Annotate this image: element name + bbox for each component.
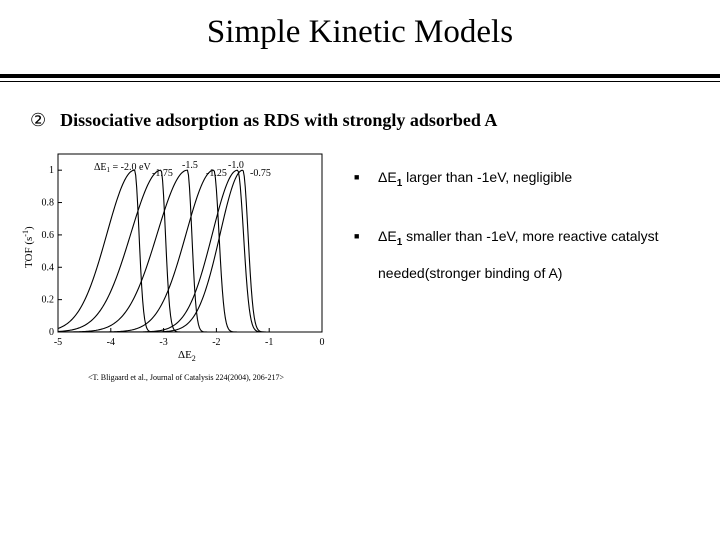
citation: <T. Bligaard et al., Journal of Catalysis 224(2004), 206-217> [88, 373, 284, 382]
x-axis-label: $\Delta E_2$ [178, 349, 196, 363]
bullet-continuation: needed(stronger binding of A) [378, 264, 563, 281]
curve-label-0.75: -0.75 [250, 168, 271, 179]
x-tick-label: -3 [159, 337, 168, 348]
y-tick-label: 1 [49, 165, 54, 177]
delta-symbol: ΔE [378, 169, 397, 185]
title-divider-thin [0, 81, 720, 82]
section-heading [30, 110, 497, 131]
y-tick-label: 0.6 [41, 229, 54, 241]
curve-label-1.0: -1.0 [228, 160, 244, 171]
circled-number: ② [30, 110, 47, 130]
y-tick-label: 0.4 [41, 262, 54, 274]
series-line--1.0 [58, 170, 277, 332]
x-tick-label: -2 [212, 337, 221, 348]
curves-group [58, 170, 277, 332]
delta-symbol: ΔE [378, 227, 397, 244]
curve-label-1.25: -1.25 [206, 168, 227, 179]
tof-chart [16, 148, 336, 373]
bullet-text: smaller than -1eV, more reactive catalyst [402, 227, 659, 244]
curve-label-1.5: -1.5 [182, 160, 198, 171]
curve-label-1.75: -1.75 [152, 168, 173, 179]
bullet-list [350, 162, 710, 310]
x-tick-label: -5 [53, 337, 63, 348]
subscript: 1 [396, 177, 403, 189]
title-divider [0, 74, 720, 78]
bullet-marker: ■ [354, 230, 360, 241]
x-tick-label: 0 [319, 337, 325, 348]
curve-label-2.0: $\Delta E_1 = -2.0$ eV [94, 162, 151, 174]
x-tick-label: -1 [265, 337, 274, 348]
bullet-marker: ■ [354, 172, 360, 182]
y-tick-label: 0.2 [41, 294, 54, 306]
bullet-text: larger than -1eV, negligible [402, 169, 573, 185]
bullet-item [350, 162, 710, 199]
slide-title: Simple Kinetic Models [206, 14, 514, 50]
y-tick-label: 0.8 [41, 197, 54, 209]
tof-chart-svg [16, 148, 336, 368]
section-heading-text: Dissociative adsorption as RDS with strongly adsorbed A [60, 110, 498, 130]
x-tick-label: -4 [106, 337, 115, 348]
bullet-item [350, 221, 710, 288]
y-tick-label: 0 [49, 327, 54, 338]
subscript: 1 [396, 236, 403, 248]
y-axis [42, 165, 63, 338]
y-axis-label: TOF $(s^{-1})$ [21, 226, 35, 268]
